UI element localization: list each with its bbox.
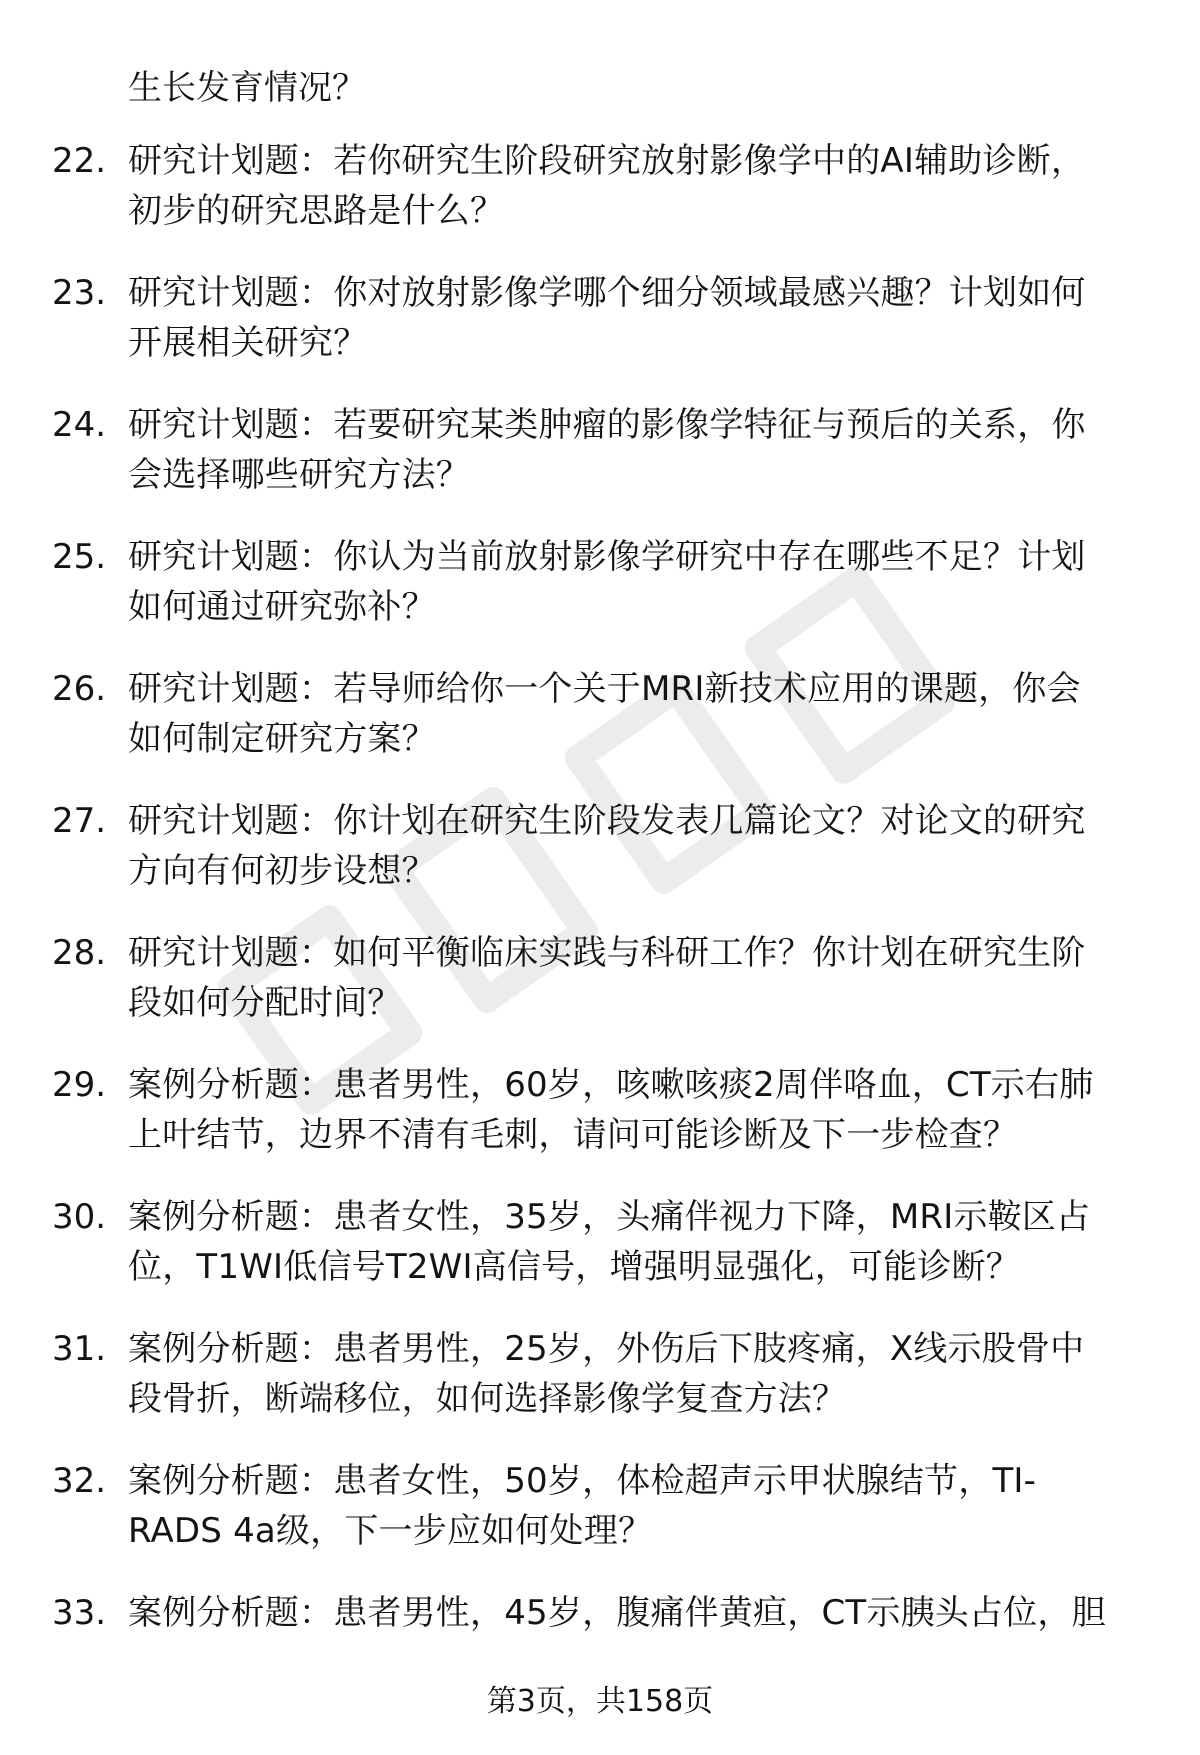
question-text <box>128 400 1148 500</box>
question-text <box>128 532 1148 632</box>
question-line: 研究计划题：若要研究某类肿瘤的影像学特征与预后的关系，你 <box>128 405 1086 445</box>
question-line: 研究计划题：若你研究生阶段研究放射影像学中的AI辅助诊断， <box>128 141 1086 181</box>
continuation-text: 生长发育情况？ <box>128 68 366 108</box>
question-line: 研究计划题：若导师给你一个关于MRI新技术应用的课题，你会 <box>128 669 1081 709</box>
question-line: 位，T1WI低信号T2WI高信号，增强明显强化，可能诊断？ <box>128 1247 1020 1287</box>
question-text <box>128 136 1148 236</box>
question-line: 研究计划题：你计划在研究生阶段发表几篇论文？对论文的研究 <box>128 801 1086 841</box>
question-line: 上叶结节，边界不清有毛刺，请问可能诊断及下一步检查？ <box>128 1115 1018 1155</box>
question-number: 31. <box>52 1329 107 1369</box>
question-line: 研究计划题：你对放射影像学哪个细分领域最感兴趣？计划如何 <box>128 273 1086 313</box>
question-text <box>128 796 1148 896</box>
question-line: 案例分析题：患者男性，25岁，外伤后下肢疼痛，X线示股骨中 <box>128 1329 1085 1369</box>
question-item <box>0 1192 1200 1324</box>
question-line: 案例分析题：患者女性，50岁，体检超声示甲状腺结节，TI- <box>128 1461 1037 1501</box>
question-line: 段骨折，断端移位，如何选择影像学复查方法？ <box>128 1379 847 1419</box>
question-number: 27. <box>52 801 107 841</box>
question-item <box>0 532 1200 664</box>
question-item <box>0 1324 1200 1456</box>
question-text <box>128 928 1148 1028</box>
question-text <box>128 1324 1148 1424</box>
question-line: 初步的研究思路是什么？ <box>128 191 505 231</box>
question-number: 29. <box>52 1065 107 1105</box>
question-line: 案例分析题：患者男性，45岁，腹痛伴黄疸，CT示胰头占位，胆 <box>128 1593 1106 1633</box>
question-number: 24. <box>52 405 107 445</box>
question-line: 案例分析题：患者男性，60岁，咳嗽咳痰2周伴咯血，CT示右肺 <box>128 1065 1094 1105</box>
question-item <box>0 928 1200 1060</box>
question-line: RADS 4a级，下一步应如何处理？ <box>128 1511 653 1551</box>
question-text <box>128 1192 1148 1292</box>
question-number: 33. <box>52 1593 107 1633</box>
question-line: 会选择哪些研究方法？ <box>128 455 470 495</box>
question-text <box>128 1456 1148 1556</box>
question-item <box>0 664 1200 796</box>
question-item <box>0 136 1200 268</box>
question-item <box>0 268 1200 400</box>
question-line: 开展相关研究？ <box>128 323 368 363</box>
question-text <box>128 1060 1148 1160</box>
question-number: 28. <box>52 933 107 973</box>
question-line: 如何制定研究方案？ <box>128 719 436 759</box>
question-line: 如何通过研究弥补？ <box>128 587 436 627</box>
question-number: 30. <box>52 1197 107 1237</box>
question-line: 方向有何初步设想？ <box>128 851 436 891</box>
page-footer: 第3页，共158页 <box>486 1684 714 1719</box>
question-item <box>0 400 1200 532</box>
question-line: 研究计划题：如何平衡临床实践与科研工作？你计划在研究生阶 <box>128 933 1086 973</box>
question-line: 案例分析题：患者女性，35岁，头痛伴视力下降，MRI示鞍区占 <box>128 1197 1091 1237</box>
question-text <box>128 1588 1148 1638</box>
question-number: 22. <box>52 141 107 181</box>
question-item <box>0 1060 1200 1192</box>
question-number: 25. <box>52 537 107 577</box>
question-number: 26. <box>52 669 107 709</box>
question-text <box>128 268 1148 368</box>
question-text <box>128 664 1148 764</box>
question-list <box>0 136 1200 1720</box>
question-item <box>0 1456 1200 1588</box>
question-number: 32. <box>52 1461 107 1501</box>
question-line: 段如何分配时间？ <box>128 983 402 1023</box>
question-line: 研究计划题：你认为当前放射影像学研究中存在哪些不足？计划 <box>128 537 1086 577</box>
question-item <box>0 796 1200 928</box>
question-number: 23. <box>52 273 107 313</box>
